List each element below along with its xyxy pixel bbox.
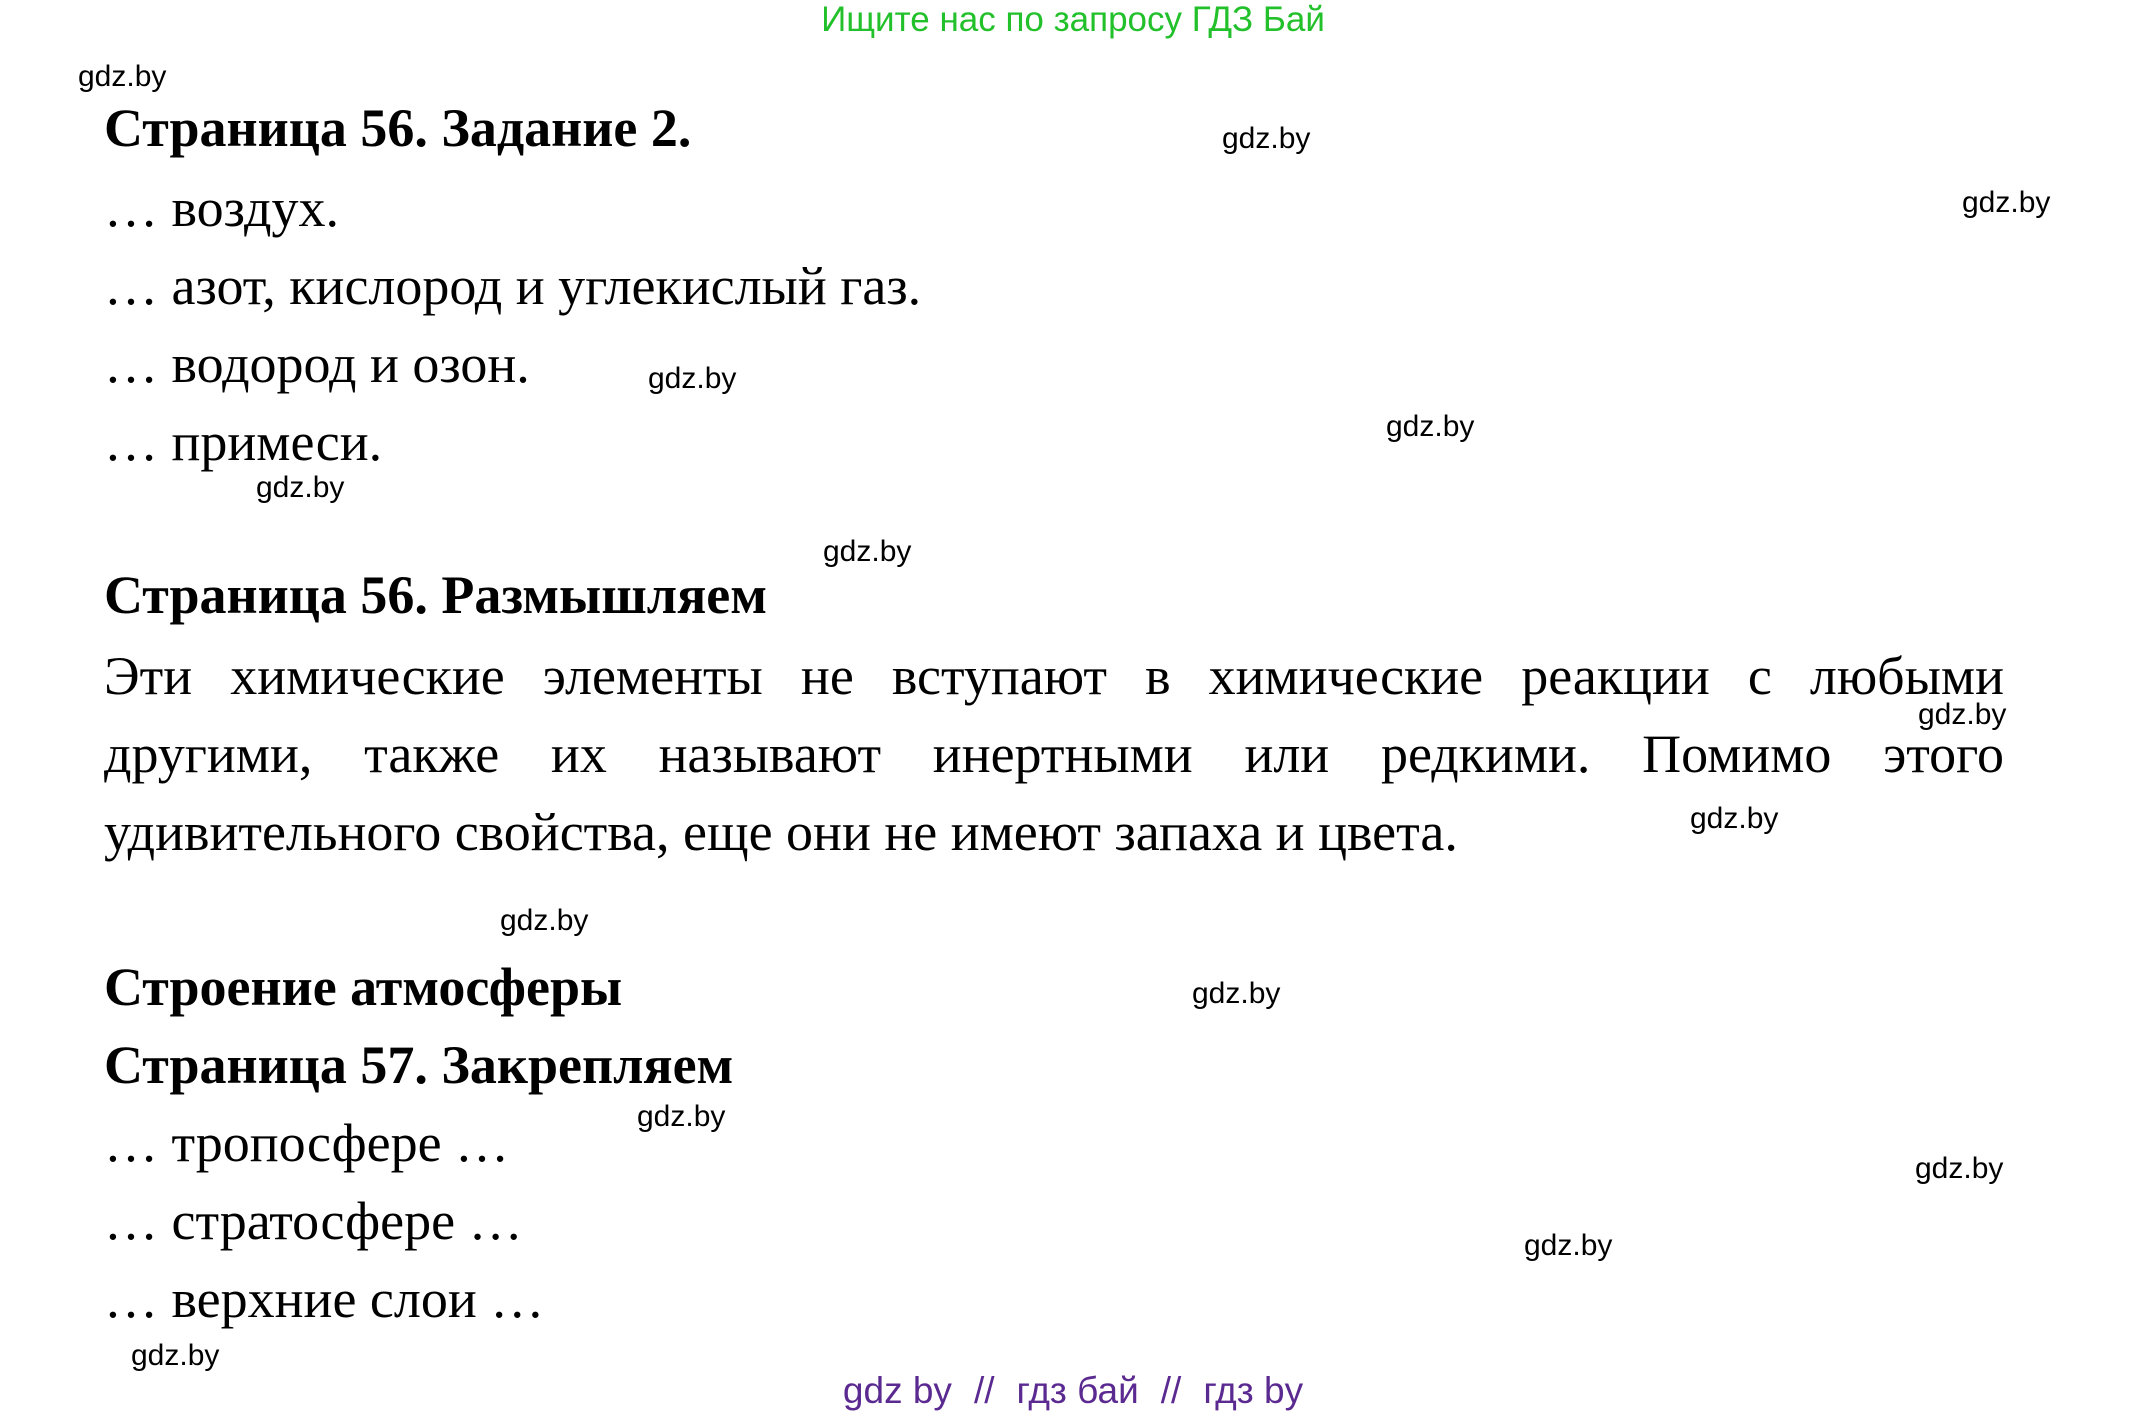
- footer-text: gdz by: [842, 1370, 952, 1411]
- watermark: gdz.by: [1918, 698, 2007, 731]
- footer-links: [0, 1370, 2146, 1412]
- footer-text: гдз by: [1203, 1370, 1304, 1411]
- watermark: gdz.by: [1962, 186, 2051, 219]
- answer-line: … водород и озон.: [104, 334, 530, 394]
- heading-atmosphere-structure: Строение атмосферы: [104, 957, 623, 1017]
- footer-separator: //: [1160, 1370, 1182, 1411]
- watermark: gdz.by: [648, 362, 737, 395]
- answer-line: … азот, кислород и углекислый газ.: [104, 256, 922, 316]
- answer-line: … тропосфере …: [104, 1113, 510, 1173]
- top-banner: Ищите нас по запросу ГДЗ Бай: [821, 0, 1325, 39]
- watermark: gdz.by: [637, 1100, 726, 1133]
- answer-line: … примеси.: [104, 412, 383, 472]
- watermark: gdz.by: [500, 904, 589, 937]
- watermark: gdz.by: [256, 471, 345, 504]
- heading-page56-task2: Страница 56. Задание 2.: [104, 98, 692, 158]
- watermark: gdz.by: [1386, 410, 1475, 443]
- reflect-paragraph: Эти химические элементы не вступают в химические реакции с любыми другими, также их называют инертными или редкими. Помимо этого удивительного свойства, еще они не имеют запаха и цвета.: [104, 646, 2004, 862]
- answer-line: … верхние слои …: [104, 1269, 545, 1329]
- watermark: gdz.by: [1192, 977, 1281, 1010]
- footer-separator: //: [973, 1370, 995, 1411]
- answer-line: … воздух.: [104, 178, 339, 238]
- watermark: gdz.by: [131, 1339, 220, 1372]
- footer-text: гдз бай: [1016, 1370, 1139, 1411]
- watermark: gdz.by: [823, 535, 912, 568]
- watermark: gdz.by: [1222, 122, 1311, 155]
- watermark: gdz.by: [1915, 1152, 2004, 1185]
- answer-line: … стратосфере …: [104, 1191, 523, 1251]
- heading-page57-consolidate: Страница 57. Закрепляем: [104, 1035, 734, 1095]
- watermark: gdz.by: [1690, 802, 1779, 835]
- heading-page56-reflect: Страница 56. Размышляем: [104, 565, 768, 625]
- watermark: gdz.by: [1524, 1229, 1613, 1262]
- watermark: gdz.by: [78, 60, 167, 93]
